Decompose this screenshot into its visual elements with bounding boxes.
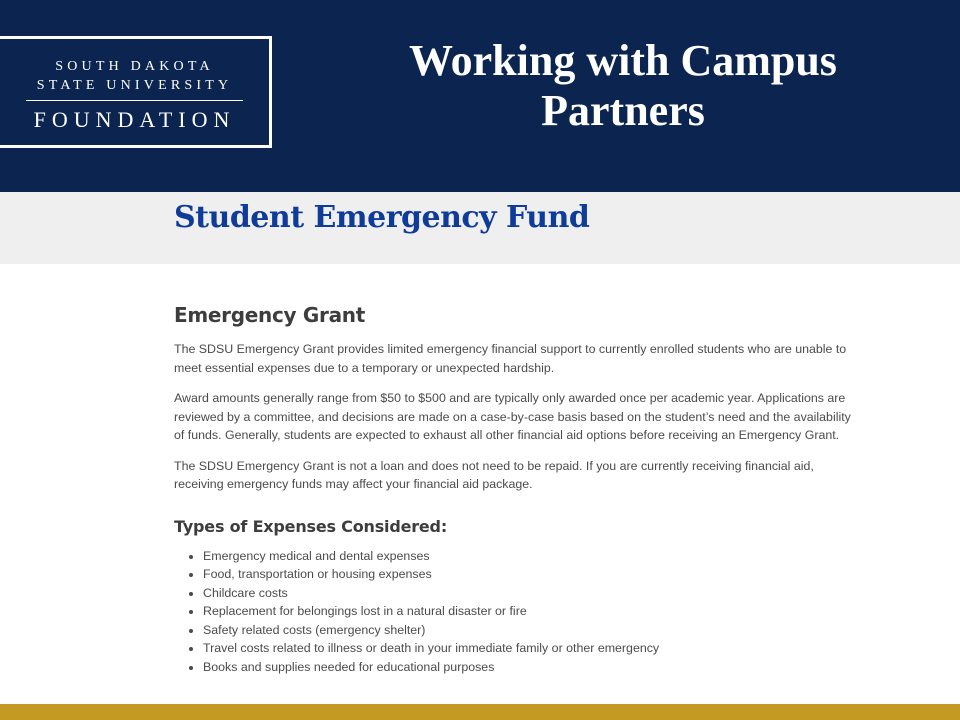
paragraph-2: Award amounts generally range from $50 to $500 and are typically only awarded once per academic year. Applications are reviewed by a committee, and decisions are made on a case-by-case basis based on the student’s need and the availability of funds. Generally, students are expected to exhaust all other financial aid options before receiving an Emergency Grant. (174, 391, 851, 442)
expense-list (174, 547, 860, 677)
paragraph-3: The SDSU Emergency Grant is not a loan and does not need to be repaid. If you are currently receiving financial aid, receiving emergency funds may affect your financial aid package. (174, 458, 814, 491)
list-item (187, 602, 860, 621)
bullet-icon (189, 666, 193, 670)
bullet-icon (189, 610, 193, 614)
list-item-label: Travel costs related to illness or death in your immediate family or other emergency (203, 641, 660, 656)
bullet-icon (189, 647, 193, 651)
logo-line-state-university: STATE UNIVERSITY (36, 78, 233, 93)
list-item-label: Food, transportation or housing expenses (203, 567, 432, 582)
list-item (187, 565, 860, 584)
footer-gold-bar (0, 704, 960, 720)
list-item (187, 584, 860, 603)
slide-title (300, 36, 946, 136)
list-item-label: Childcare costs (203, 585, 288, 600)
section-heading: Emergency Grant (174, 303, 365, 327)
list-item (187, 639, 860, 658)
list-item (187, 621, 860, 640)
bullet-icon (189, 629, 193, 633)
logo-line-south-dakota: SOUTH DAKOTA (55, 59, 214, 74)
list-item (187, 547, 860, 566)
logo-divider (26, 100, 243, 101)
list-item (187, 658, 860, 677)
bullet-icon (189, 592, 193, 596)
list-item-label: Safety related costs (emergency shelter) (203, 622, 426, 637)
list-item-label: Replacement for belongings lost in a natural disaster or fire (203, 604, 527, 619)
bullet-icon (189, 555, 193, 559)
header-band (0, 0, 960, 192)
slide-title-line-2: Partners (541, 86, 705, 135)
logo-line-foundation: FOUNDATION (33, 107, 236, 132)
paragraph-1: The SDSU Emergency Grant provides limited emergency financial support to currently enrolled students who are unable to meet essential expenses due to a temporary or unexpected hardship. (174, 342, 847, 375)
types-heading: Types of Expenses Considered: (174, 516, 448, 536)
page-title: Student Emergency Fund (174, 200, 590, 235)
slide-title-line-1: Working with Campus (409, 36, 837, 85)
list-item-label: Books and supplies needed for educational purposes (203, 660, 495, 675)
bullet-icon (189, 573, 193, 577)
main-content (174, 302, 860, 677)
foundation-logo (0, 36, 272, 148)
list-item-label: Emergency medical and dental expenses (203, 548, 430, 563)
